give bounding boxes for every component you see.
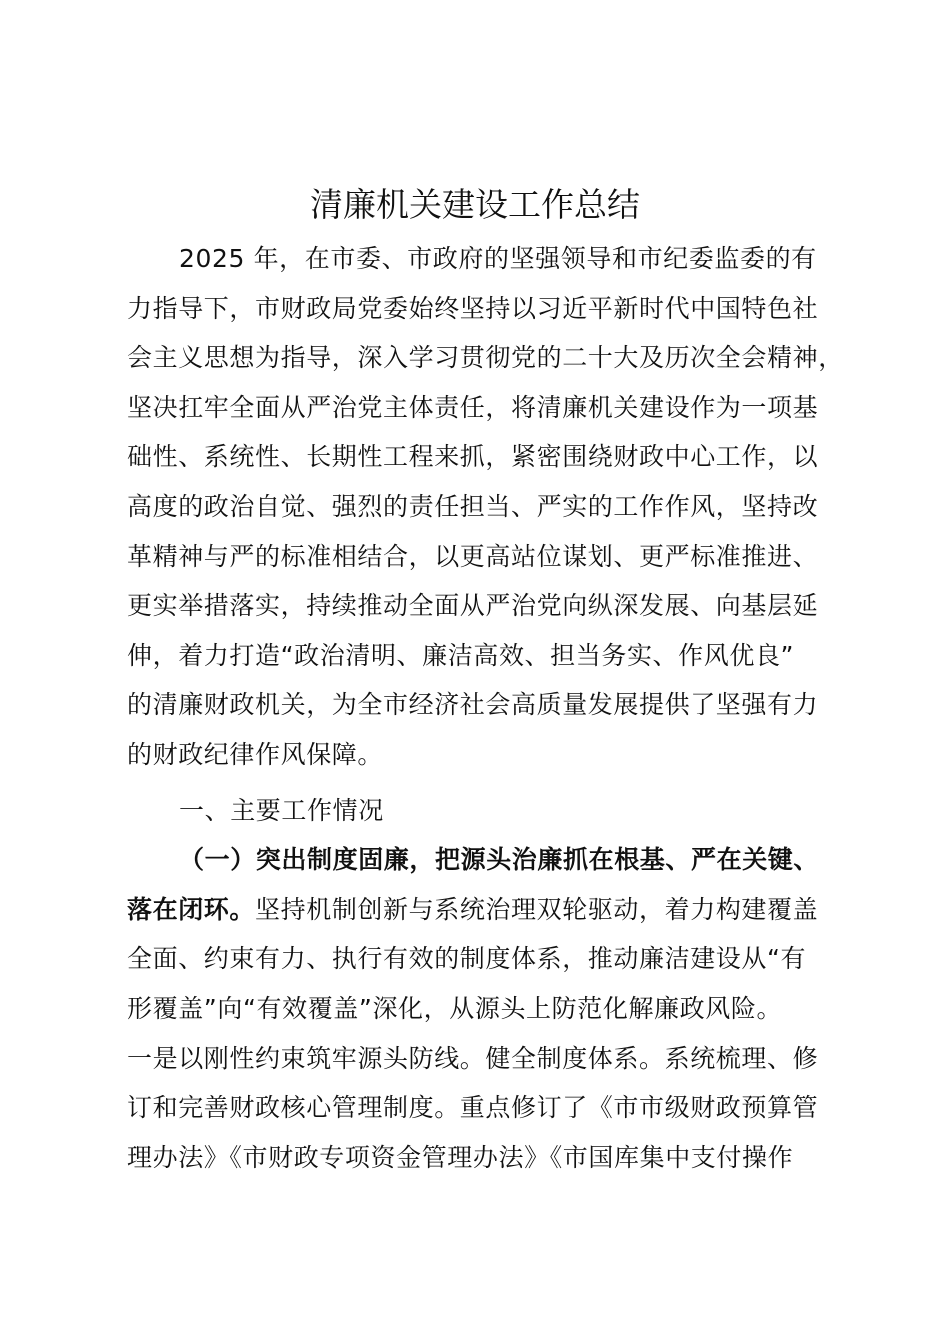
subsection-heading-line: （一）突出制度固廉，把源头治廉抓在根基、严在关键、 [179,845,820,875]
paragraph-line: 形覆盖”向“有效覆盖”深化，从源头上防范化解廉政风险。 [127,993,783,1023]
paragraph-line: 全面、约束有力、执行有效的制度体系，推动廉洁建设从“有 [127,944,807,974]
paragraph-line: 础性、系统性、长期性工程来抓，紧密围绕财政中心工作，以 [127,442,819,472]
paragraph-line: 更实举措落实，持续推动全面从严治党向纵深发展、向基层延 [127,591,819,621]
paragraph-line: 订和完善财政核心管理制度。重点修订了《市市级财政预算管 [127,1093,819,1123]
paragraph-line: 2025 年，在市委、市政府的坚强领导和市纪委监委的有 [179,244,817,273]
subsection-heading-tail: 落在闭环。 [127,894,256,924]
paragraph-line: 坚决扛牢全面从严治党主体责任，将清廉机关建设作为一项基 [127,392,819,422]
paragraph-line: 理办法》《市财政专项资金管理办法》《市国库集中支付操作 [127,1142,794,1172]
paragraph-line: 革精神与严的标准相结合，以更高站位谋划、更严标准推进、 [127,541,819,571]
intro-paragraph [127,234,867,780]
section-heading: 一、主要工作情况 [179,795,384,825]
paragraph-line: 的清廉财政机关，为全市经济社会高质量发展提供了坚强有力 [127,690,819,720]
paragraph-text: 坚持机制创新与系统治理双轮驱动，着力构建覆盖 [255,894,819,924]
paragraph-line [127,885,867,935]
document-title: 清廉机关建设工作总结 [310,185,640,224]
paragraph-line: 伸，着力打造“政治清明、廉洁高效、担当务实、作风优良” [127,640,795,670]
document-body [127,234,867,1182]
paragraph-line: 一是以刚性约束筑牢源头防线。健全制度体系。系统梳理、修 [127,1043,819,1073]
paragraph-line: 会主义思想为指导，深入学习贯彻党的二十大及历次全会精神， [127,343,844,373]
subsection-paragraph [127,835,867,1182]
paragraph-line: 高度的政治自觉、强烈的责任担当、严实的工作作风，坚持改 [127,491,819,521]
paragraph-line: 力指导下，市财政局党委始终坚持以习近平新时代中国特色社 [127,293,819,323]
paragraph-line: 的财政纪律作风保障。 [127,739,384,769]
